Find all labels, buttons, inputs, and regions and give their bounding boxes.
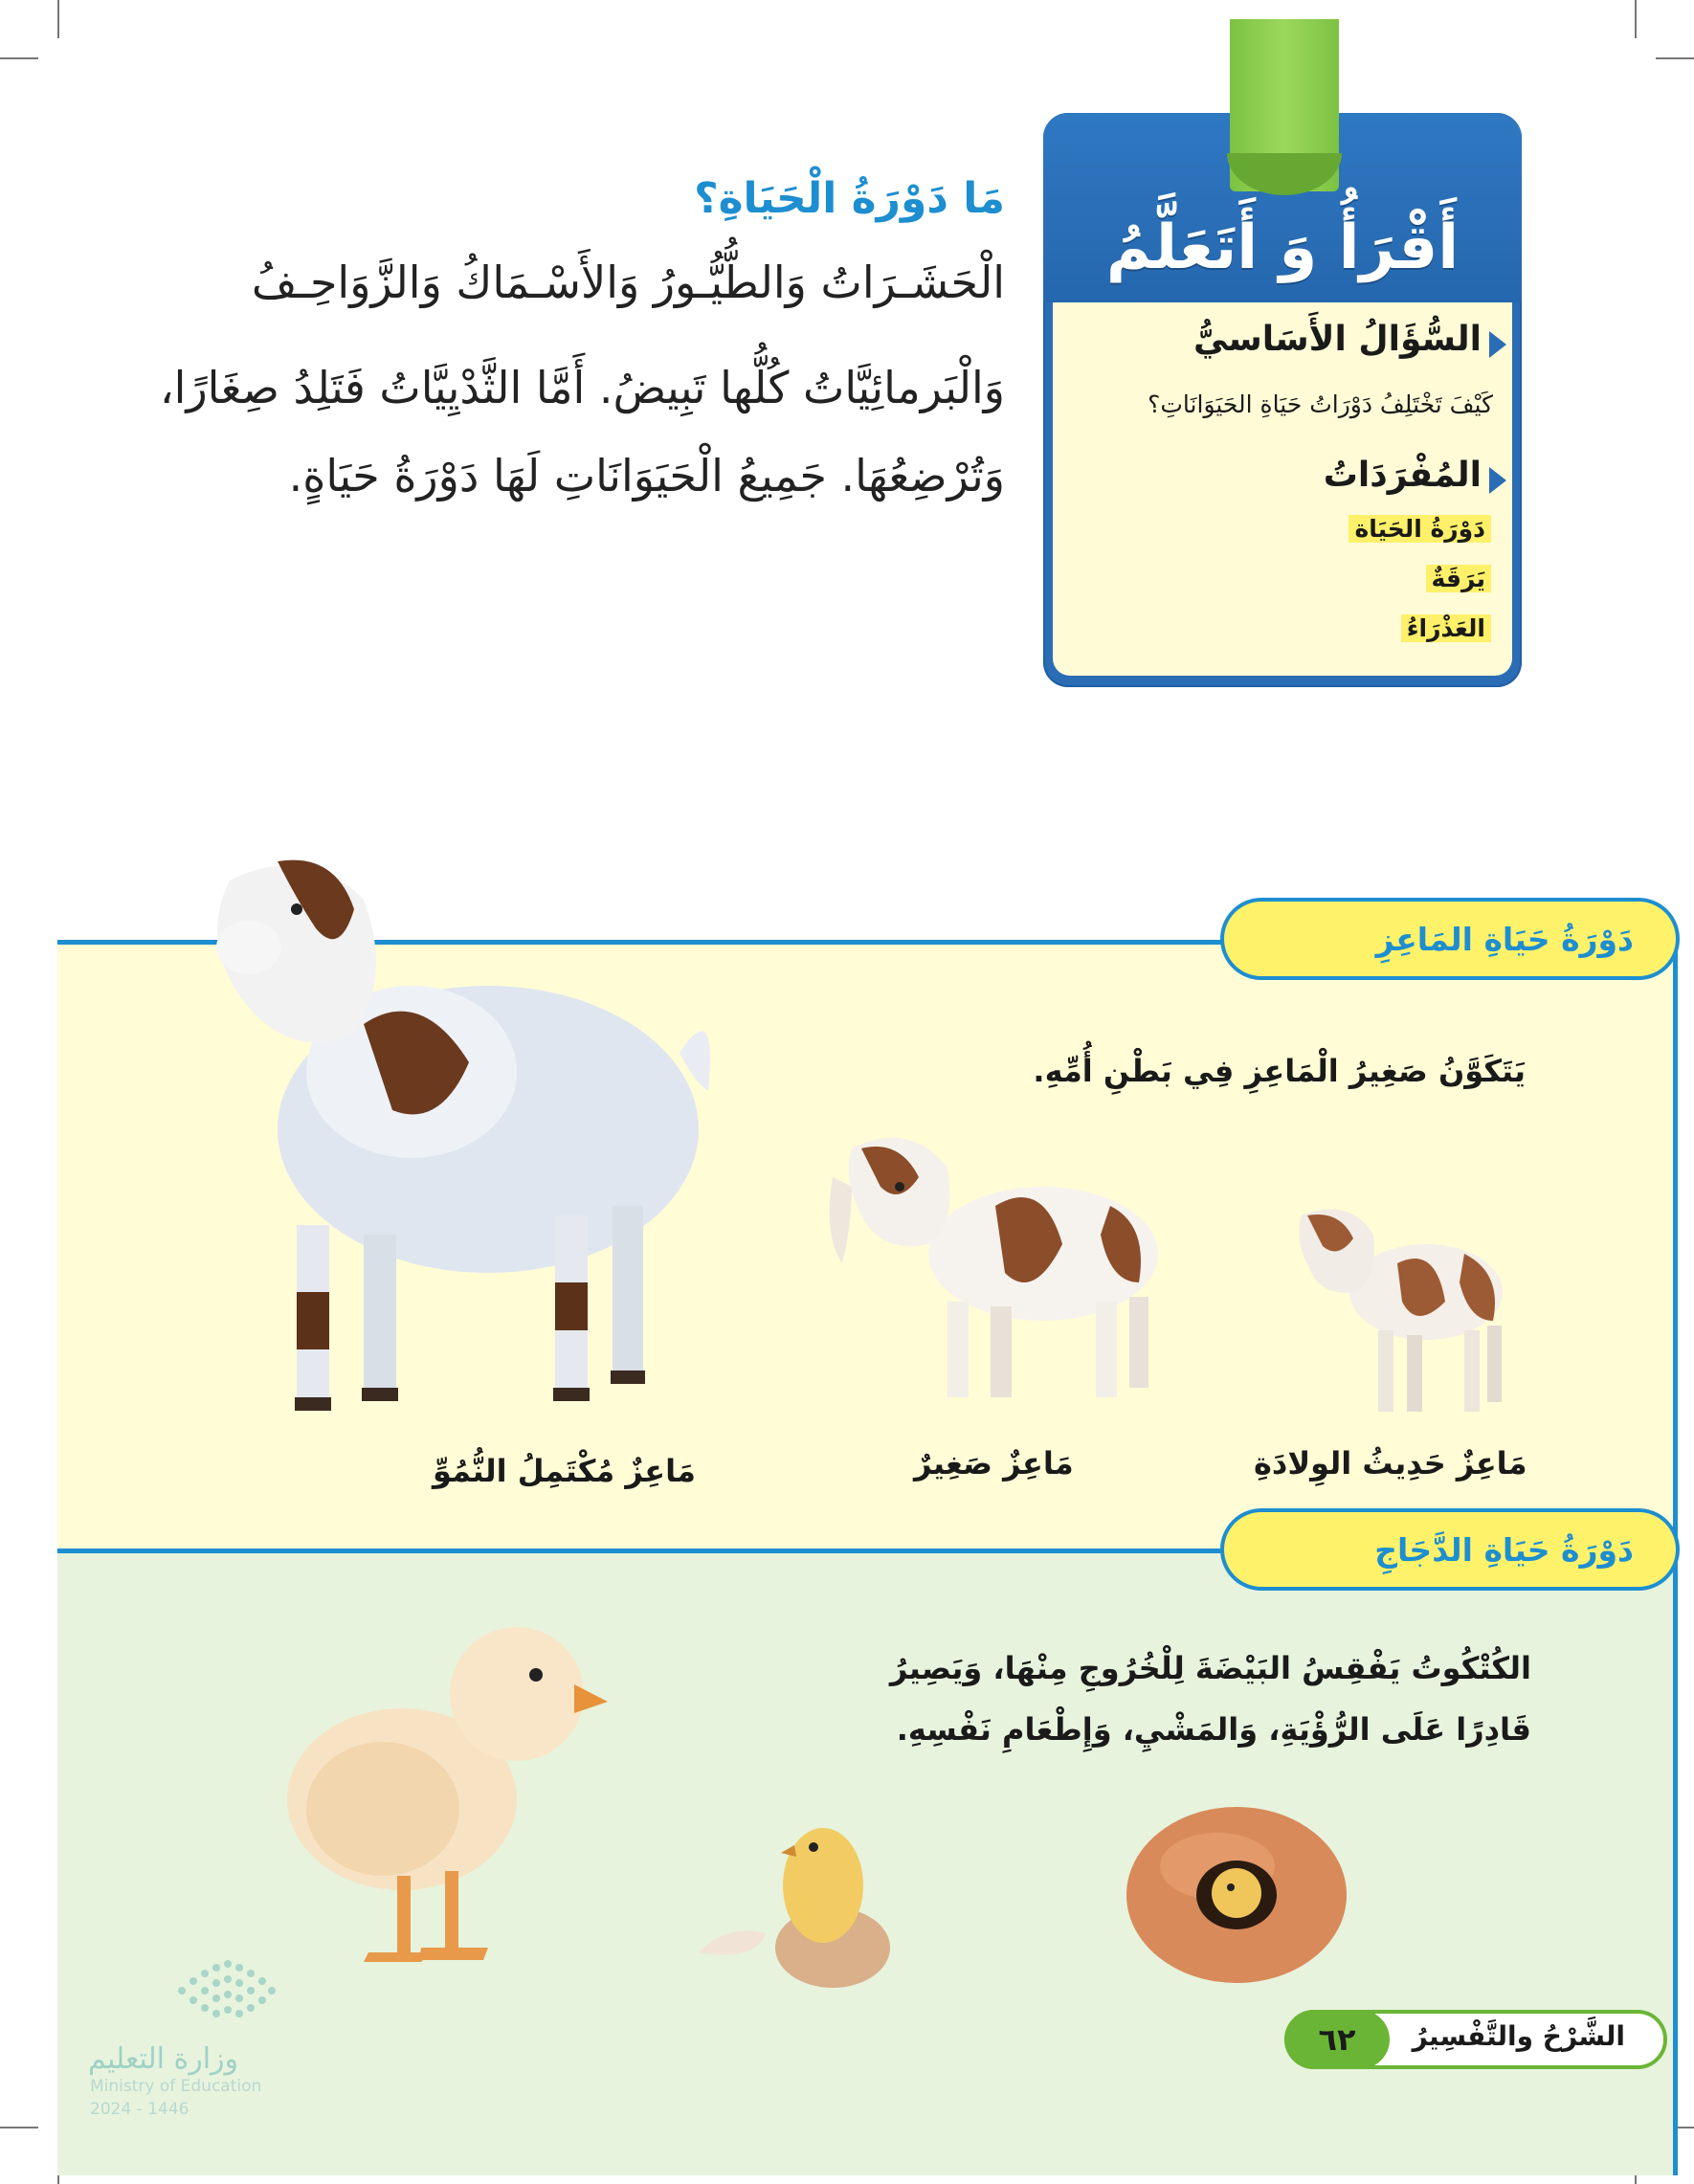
hatching-chick-image bbox=[689, 1809, 919, 1991]
footer-section-label: الشَّرْحُ والتَّفْسِيرُ bbox=[1412, 2020, 1625, 2052]
essential-question-heading bbox=[1193, 320, 1506, 359]
chicken-description-line: قَادِرًا عَلَى الرُّؤْيَةِ، وَالمَشْيِ، وَإِطْعَامِ نَفْسِهِ. bbox=[896, 1711, 1531, 1748]
goat-caption-newborn: مَاعِزٌ حَدِيثُ الوِلادَةِ bbox=[1254, 1445, 1527, 1482]
goat-life-cycle-label: دَوْرَةُ حَيَاةِ المَاعِزِ bbox=[1220, 898, 1680, 980]
essential-question-heading-text: السُّؤَالُ الأَسَاسيُّ bbox=[1192, 320, 1482, 359]
crop-mark bbox=[0, 57, 38, 59]
goat-description: يَتَكَوَّنُ صَغِيرُ الْمَاعِزِ فِي بَطْنِ أُمِّهِ. bbox=[1033, 1053, 1526, 1089]
read-and-learn-body bbox=[1053, 302, 1512, 676]
goat-caption-young: مَاعِزٌ صَغِيرٌ bbox=[914, 1445, 1074, 1482]
vocabulary-item: العَذْرَاءُ bbox=[1401, 614, 1491, 642]
vocabulary-heading bbox=[1324, 456, 1506, 495]
grown-chick-image bbox=[278, 1617, 613, 1972]
chicken-life-cycle-label: دَوْرَةُ حَيَاةِ الدَّجَاجِ bbox=[1220, 1508, 1680, 1591]
adult-goat-image bbox=[172, 842, 747, 1436]
intro-line: الْحَشَـرَاتُ وَالطُّيُّـورُ وَالأَسْـمَاكُ وَالزَّوَاحِـفُ bbox=[251, 256, 1005, 308]
chicken-description-line: الكُتْكُوتُ يَفْقِسُ البَيْضَةَ لِلْخُرُوجِ مِنْهَا، وَيَصِيرُ bbox=[889, 1650, 1531, 1686]
page-number: ٦٢ bbox=[1284, 2010, 1390, 2069]
ministry-name-en: Ministry of Education bbox=[90, 2077, 262, 2096]
crop-mark bbox=[0, 2127, 38, 2128]
intro-line: وَالْبَرمائِيَّاتُ كُلُّها تَبِيضُ. أَمَّا الثَّدْيِيَّاتُ فَتَلِدُ صِغَارًا، bbox=[159, 362, 1005, 413]
intro-line: وَتُرْضِعُهَا. جَمِيعُ الْحَيَوَانَاتِ لَهَا دَوْرَةُ حَيَاةٍ. bbox=[288, 450, 1005, 501]
goat-caption-adult: مَاعِزٌ مُكْتَمِلُ النُّمُوِّ bbox=[433, 1453, 696, 1489]
newborn-goat-image bbox=[1282, 1196, 1512, 1416]
ministry-name: وزارة التعليم bbox=[88, 2042, 239, 2076]
crop-mark bbox=[1635, 0, 1637, 38]
vocabulary-item: يَرَقَةٌ bbox=[1426, 565, 1491, 592]
intro-title: مَا دَوْرَةُ الْحَيَاةِ؟ bbox=[694, 174, 1005, 223]
triangle-bullet-icon bbox=[1489, 467, 1506, 494]
read-and-learn-title: أَقْرَأُ وَ أَتَعَلَّمُ bbox=[1105, 212, 1460, 283]
essential-question: كَيْفَ تَخْتَلِفُ دَوْرَاتُ حَيَاةِ الحَيَوَانَاتِ؟ bbox=[1148, 390, 1493, 418]
crop-mark bbox=[1656, 57, 1694, 59]
vocabulary-item: دَوْرَةُ الحَيَاة bbox=[1349, 515, 1491, 543]
triangle-bullet-icon bbox=[1489, 331, 1506, 358]
young-goat-image bbox=[823, 1120, 1177, 1407]
ministry-year: 2024 - 1446 bbox=[90, 2100, 189, 2119]
egg-with-chick-image bbox=[1122, 1799, 1351, 1991]
crop-mark bbox=[57, 0, 59, 38]
vocabulary-heading-text: المُفْرَدَاتُ bbox=[1323, 456, 1482, 495]
read-and-learn-box bbox=[1043, 113, 1522, 687]
ministry-logo-icon bbox=[172, 1952, 278, 2029]
